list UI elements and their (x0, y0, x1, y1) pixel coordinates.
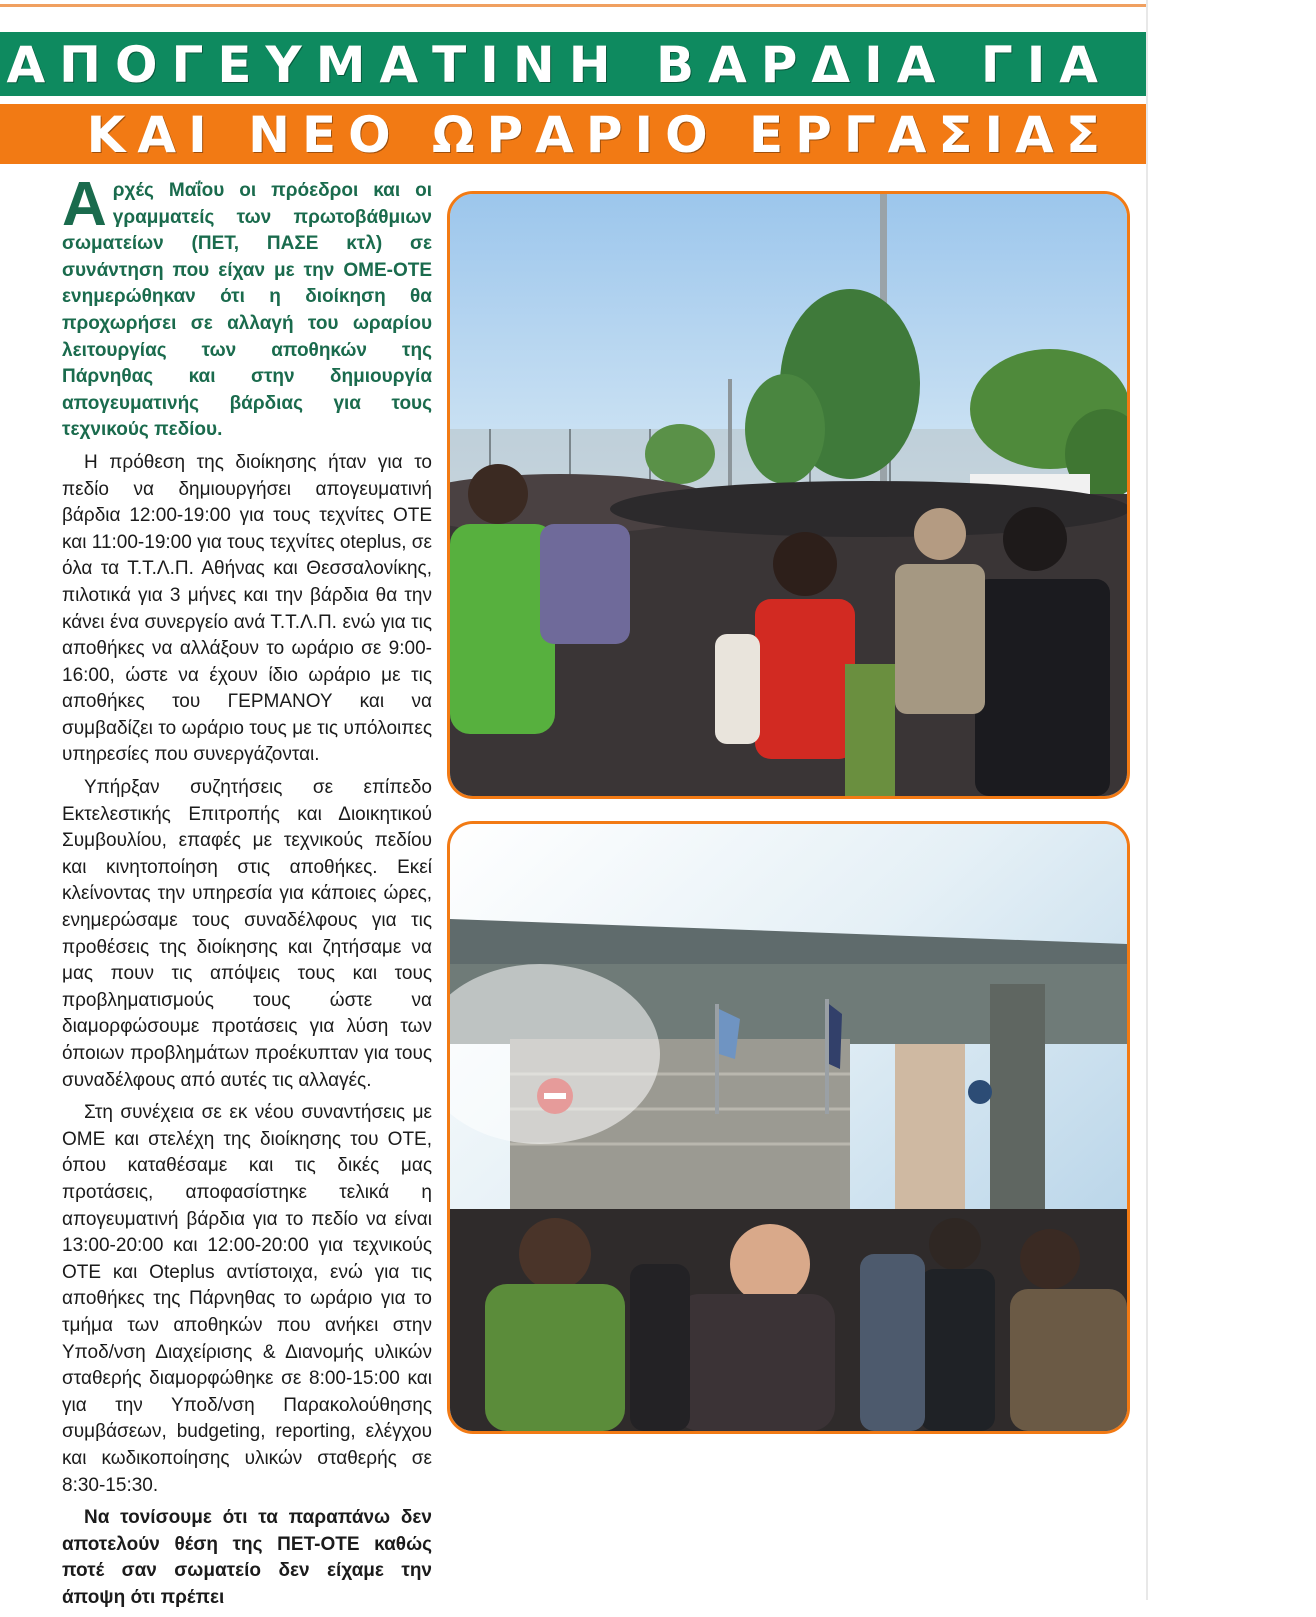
page-edge (1146, 0, 1148, 1600)
drop-cap: Α (62, 170, 107, 239)
photo-crowd-entrance (447, 821, 1130, 1434)
photo-crowd-outdoors-image (450, 194, 1127, 796)
article-paragraph-1: Η πρόθεση της διοίκησης ήταν για το πεδίο να δημιουργήσει απογευματινή βάρδια 12:00-19:00 για τους τεχνίτες ΟΤΕ και 11:00-19:00 για τους τεχνίτες oteplus, σε όλα τα Τ.Τ.Λ.Π. Αθήνας και Θεσσαλονίκης, πιλοτικά για 3 μήνες και την βάρδια θα την κάνει ένα συνεργείο ανά Τ.Τ.Λ.Π. ενώ για τις αποθήκες να αλλάξουν το ωράριο σε 9:00-16:00, ώστε να έχουν ίδιο ωράριο με τις αποθήκες του ΓΕΡΜΑΝΟΥ και να συμβαδίζει το ωράριο τους με τις υπόλοιπες υπηρεσίες που συνεργάζονται. (62, 451, 432, 766)
closing-paragraph: Να τονίσουμε ότι τα παραπάνω δεν αποτελούν θέση της ΠΕΤ-ΟΤΕ καθώς ποτέ σαν σωματείο δεν είχαμε την άποψη ότι πρέπει (62, 1507, 432, 1608)
photo-crowd-outdoors (447, 191, 1130, 799)
band-gap (0, 96, 1146, 104)
headline-line-2: ΚΑΙ ΝΕΟ ΩΡΑΡΙΟ ΕΡΓΑΣΙΑΣ (86, 106, 1112, 164)
article-paragraph-2: Υπήρξαν συζητήσεις σε επίπεδο Εκτελεστικής Επιτροπής και Διοικητικού Συμβουλίου, επαφές με τεχνικούς πεδίου και κινητοποίηση στις αποθήκες. Εκεί κλείνοντας την υπηρεσία για κάποιες ώρες, ενημερώσαμε τους συναδέλφους για τις προθέσεις της διοίκησης και ζητήσαμε να μας πουν τις απόψεις τους και τους προβληματισμούς τους ώστε να διαμορφώσουμε προτάσεις για λύση των όποιων προβλημάτων προέκυπταν για τους συναδέλφους από αυτές τις αλλαγές. (62, 777, 432, 1091)
article-paragraph-3: Στη συνέχεια σε εκ νέου συναντήσεις με ΟΜΕ και στελέχη της διοίκησης του ΟΤΕ, όπου καταθέσαμε και τις δικές μας προτάσεις, αποφασίστηκε τελικά η απογευματινή βάρδια για το πεδίο να είναι 13:00-20:00 και 12:00-20:00 για τεχνικούς ΟΤΕ και Oteplus αντίστοιχα, ενώ για τις αποθήκες της Πάρνηθας το ωράριο για το τμήμα των αποθηκών που ανήκει στην Υποδ/νση Διαχείρισης & Διανομής υλικών σταθερής διαμορφώθηκε σε 8:00-15:00 και για την Υποδ/νση Παρακολούθησης συμβάσεων, budgeting, reporting, ελέγχου και κωδικοποίησης υλικών σταθερής σε 8:30-15:30. (62, 1102, 432, 1496)
title-band-green (0, 32, 1146, 96)
lead-text: ρχές Μαΐου οι πρόεδροι και οι γραμματείς των πρωτοβάθμιων σωματείων (ΠΕΤ, ΠΑΣΕ κτλ) σε συνάντηση που είχαν με την ΟΜΕ-ΟΤΕ ενημερώθηκαν ότι η διοίκηση θα προχωρήσει σε αλλαγή του ωραρίου λειτουργίας των αποθηκών της Πάρνηθας και στην δημιουργία απογευματινής βάρδιας για τους τεχνικούς πεδίου. (62, 180, 432, 441)
title-band-orange (0, 104, 1146, 164)
photo-crowd-entrance-image (450, 824, 1127, 1431)
top-rule (0, 4, 1146, 7)
article-column (62, 170, 432, 1617)
lead-paragraph (62, 170, 432, 444)
headline-line-1: ΑΠΟΓΕΥΜΑΤΙΝΗ ΒΑΡΔΙΑ ΓΙΑ (6, 36, 1112, 94)
